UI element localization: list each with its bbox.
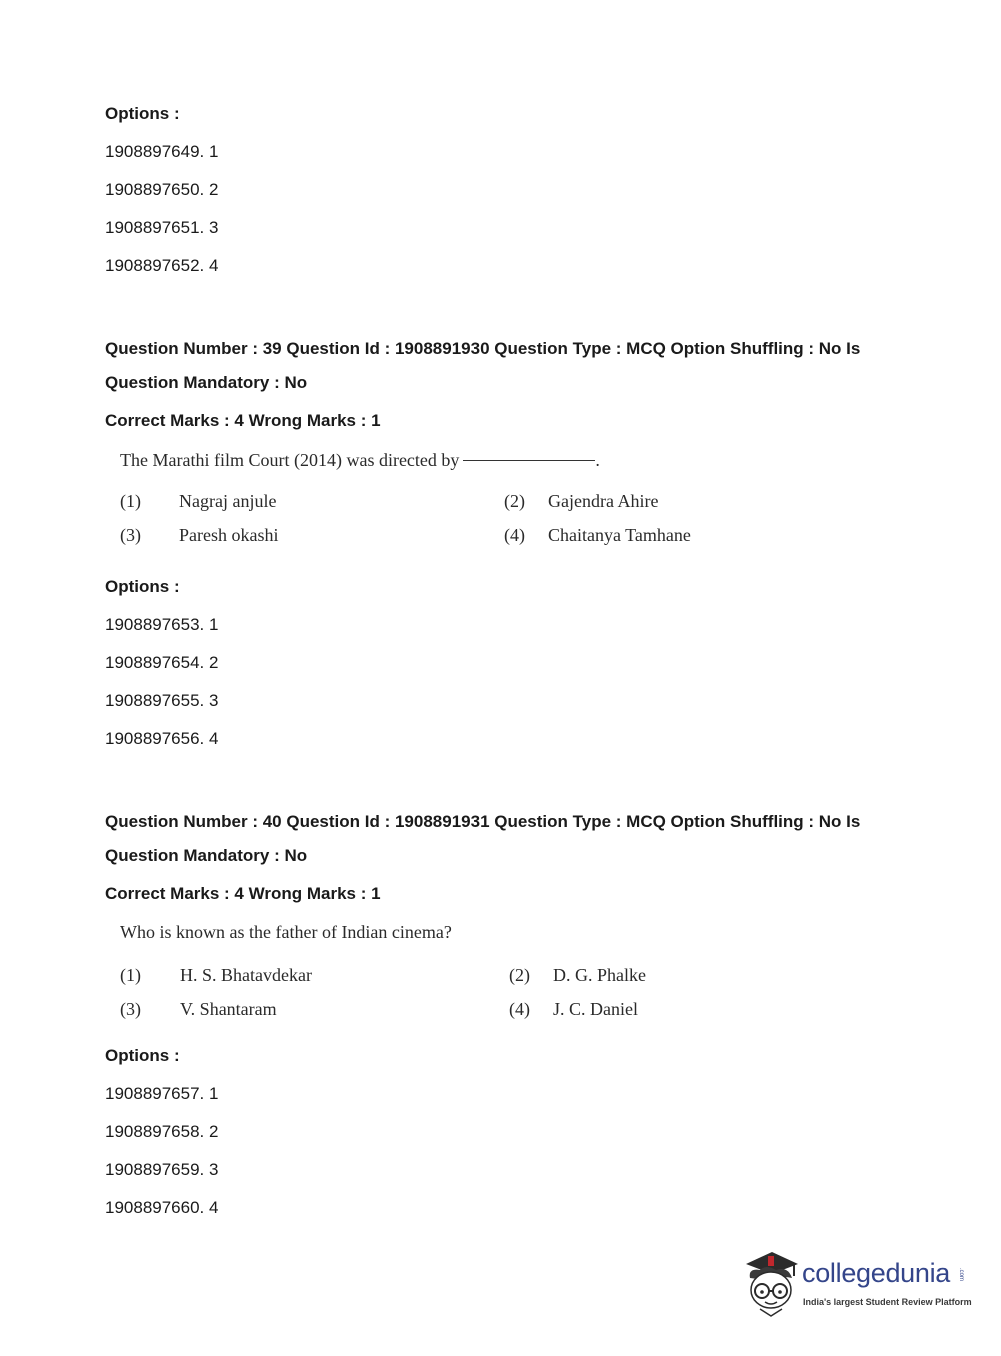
option-item: 1908897657. 1 <box>105 1084 219 1103</box>
option-item: 1908897660. 4 <box>105 1198 219 1217</box>
question-text-end: . <box>595 450 600 470</box>
question-marks: Correct Marks : 4 Wrong Marks : 1 <box>105 411 381 430</box>
choice-text: J. C. Daniel <box>553 999 638 1019</box>
option-item: 1908897649. 1 <box>105 142 219 161</box>
question-text-body: The Marathi film Court (2014) was directed by <box>120 450 460 470</box>
choice-number: (4) <box>504 525 525 545</box>
option-item: 1908897652. 4 <box>105 256 219 275</box>
option-item: 1908897655. 3 <box>105 691 219 710</box>
choice-text: D. G. Phalke <box>553 965 646 985</box>
choice-number: (4) <box>509 999 530 1019</box>
option-item: 1908897653. 1 <box>105 615 219 634</box>
options-label: Options : <box>105 577 180 596</box>
choice-number: (3) <box>120 999 141 1019</box>
option-item: 1908897656. 4 <box>105 729 219 748</box>
choice-text: H. S. Bhatavdekar <box>180 965 312 985</box>
choice-text: Paresh okashi <box>179 525 279 545</box>
option-item: 1908897659. 3 <box>105 1160 219 1179</box>
option-item: 1908897651. 3 <box>105 218 219 237</box>
question-text <box>120 450 600 471</box>
collegedunia-logo <box>742 1248 972 1320</box>
question-text: Who is known as the father of Indian cinema? <box>120 922 452 942</box>
logo-suffix: .com <box>958 1268 964 1282</box>
blank-line <box>463 460 595 461</box>
choice-text: Chaitanya Tamhane <box>548 525 691 545</box>
choice-number: (1) <box>120 491 141 511</box>
logo-tagline: India's largest Student Review Platform <box>803 1297 972 1307</box>
option-item: 1908897654. 2 <box>105 653 219 672</box>
question-mandatory: Question Mandatory : No <box>105 846 308 865</box>
question-marks: Correct Marks : 4 Wrong Marks : 1 <box>105 884 381 903</box>
logo-wordmark: collegedunia <box>802 1258 951 1288</box>
mascot-icon <box>742 1248 802 1320</box>
choice-number: (2) <box>509 965 530 985</box>
choice-text: Gajendra Ahire <box>548 491 659 511</box>
question-header: Question Number : 40 Question Id : 1908891931 Question Type : MCQ Option Shuffling : No Is <box>105 812 861 831</box>
choice-number: (2) <box>504 491 525 511</box>
option-item: 1908897650. 2 <box>105 180 219 199</box>
options-label: Options : <box>105 104 180 123</box>
choice-number: (3) <box>120 525 141 545</box>
choice-number: (1) <box>120 965 141 985</box>
choice-text: Nagraj anjule <box>179 491 277 511</box>
question-header: Question Number : 39 Question Id : 1908891930 Question Type : MCQ Option Shuffling : No Is <box>105 339 861 358</box>
options-label: Options : <box>105 1046 180 1065</box>
choice-text: V. Shantaram <box>180 999 277 1019</box>
question-mandatory: Question Mandatory : No <box>105 373 308 392</box>
option-item: 1908897658. 2 <box>105 1122 219 1141</box>
